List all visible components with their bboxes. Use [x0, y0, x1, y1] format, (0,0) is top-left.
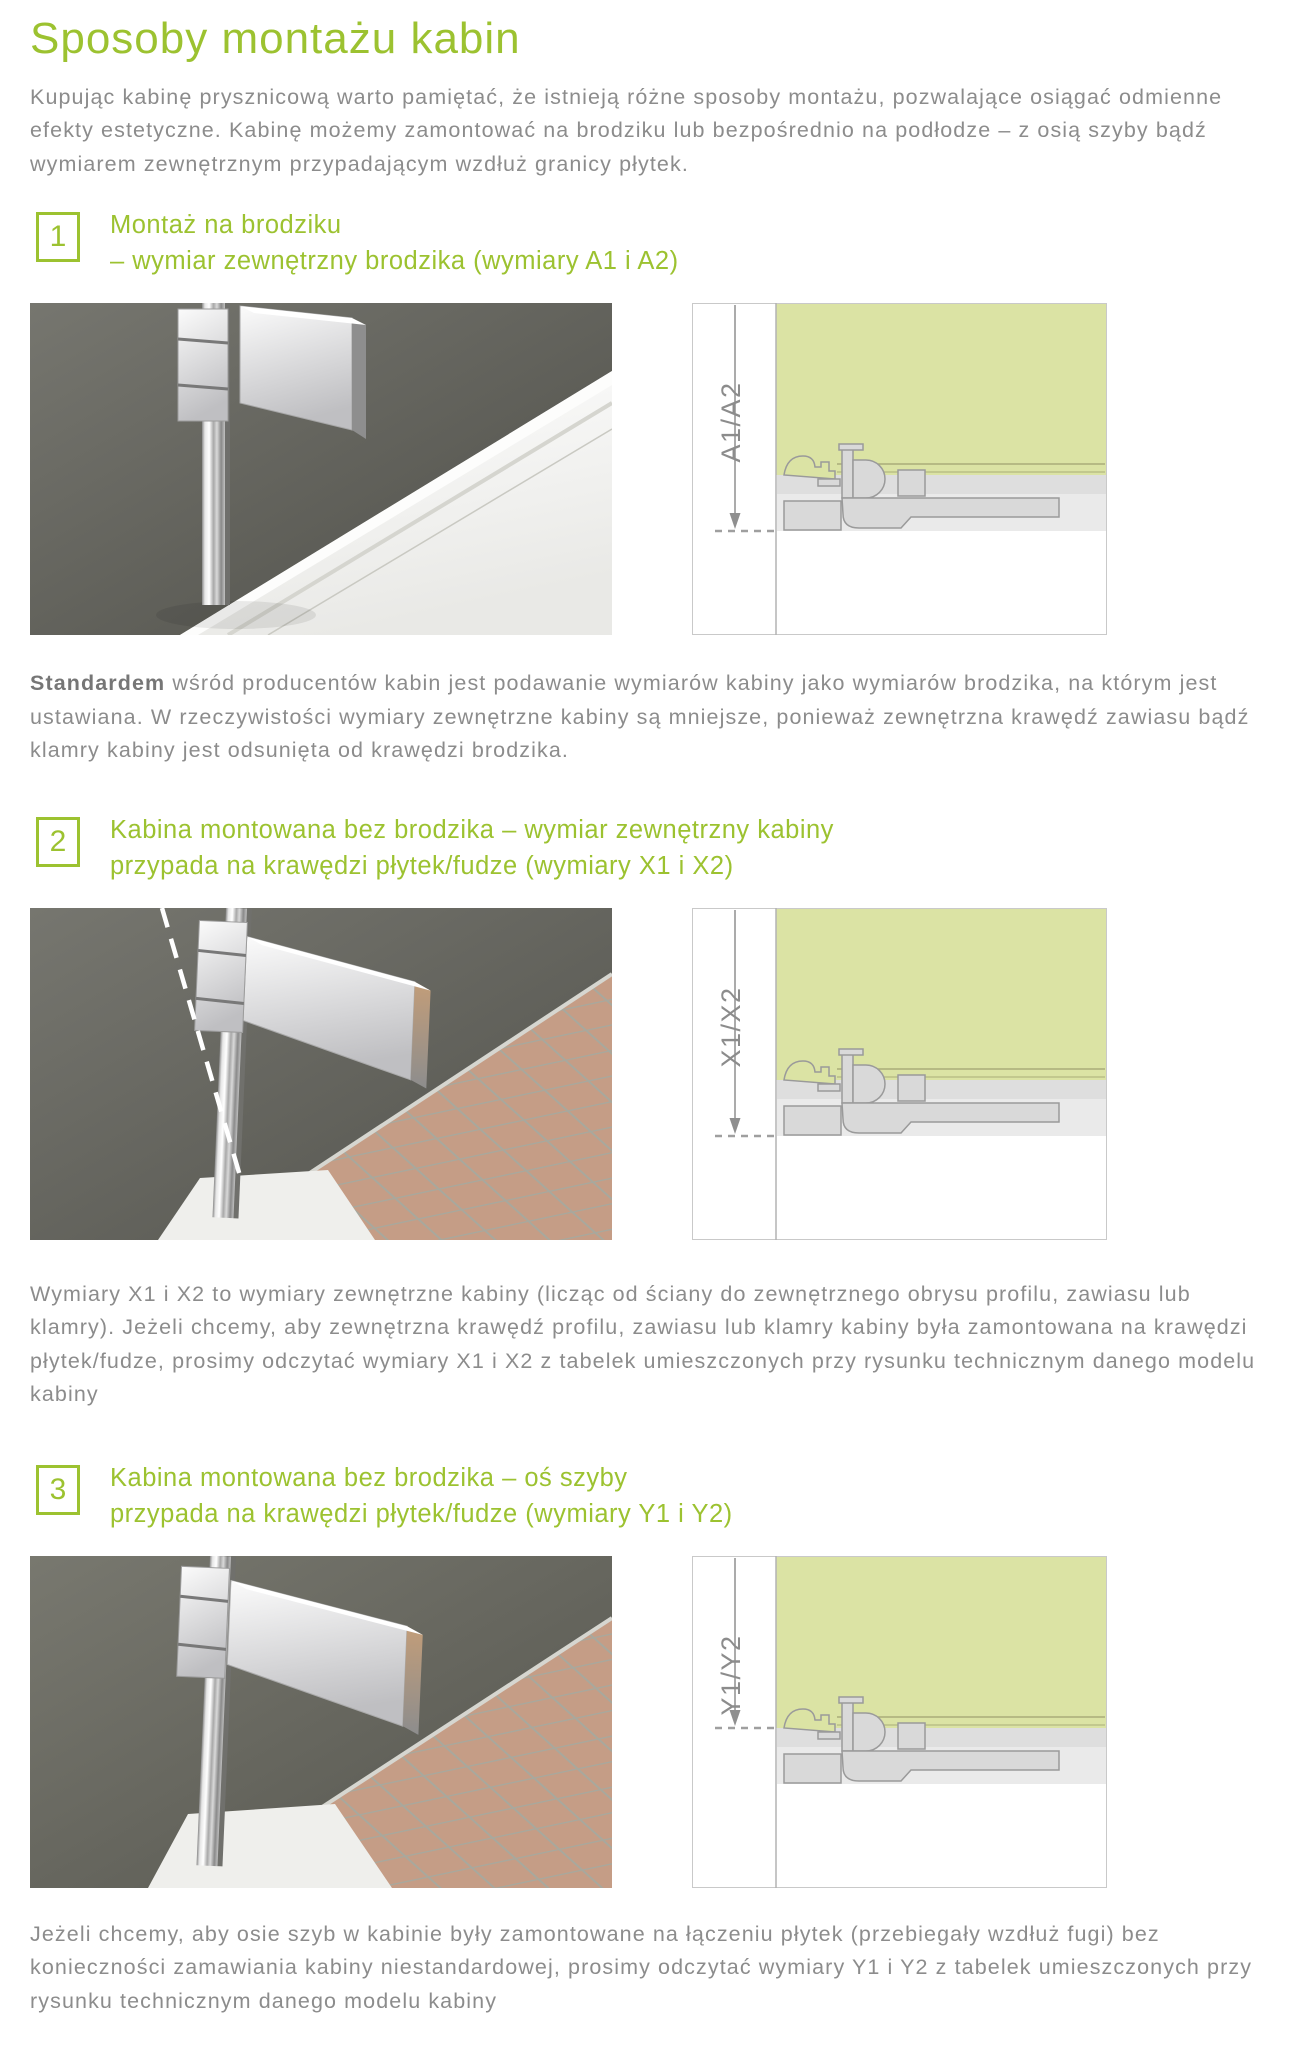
glass-area: [776, 304, 1106, 475]
section-1-figures: [30, 303, 1272, 635]
section-2-title: [110, 812, 834, 884]
intro-paragraph: Kupując kabinę prysznicową warto pamiętać, że istnieją różne sposoby montażu, pozwalające osiągać odmienne efekty estetyczne. Kabinę możemy zamontować na brodziku lub bezpośrednio na podłodze – z osią szyby bądź wymiarem zewnętrznym przypadającym wzdłuż granicy płytek.: [30, 84, 1223, 176]
section-1-title-line2: – wymiar zewnętrzny brodzika (wymiary A1 i A2): [110, 247, 679, 276]
section-3-header: [30, 1460, 1272, 1532]
section-3-title: [110, 1460, 733, 1532]
section-2-figures: [30, 908, 1272, 1240]
hinge-knuckle: [178, 309, 228, 421]
photo-hinge-on-tiles-dashed: [30, 908, 612, 1240]
section-3-figures: [30, 1556, 1272, 1888]
section-3-diagram: [692, 1556, 1107, 1888]
section-1-number-badge: 1: [36, 212, 80, 262]
cross-section-diagram-tray: [692, 303, 1107, 635]
section-2-note: Wymiary X1 i X2 to wymiary zewnętrzne kabiny (licząc od ściany do zewnętrznego obrysu profilu, zawiasu lub klamry). Jeżeli chcemy, aby zewnętrzna krawędź profilu, zawiasu lub klamry kabiny była zamontowana na krawędzi płytek/fudze, prosimy odczytać wymiary X1 i X2 z tabelek umieszczonych przy rysunku technicznym danego modelu kabiny: [30, 1281, 1256, 1407]
section-1-diagram: [692, 303, 1107, 635]
page-title: Sposoby montażu kabin: [30, 14, 521, 63]
section-2-title-line2: przypada na krawędzi płytek/fudze (wymiary X1 i X2): [110, 851, 734, 880]
cross-section-diagram-glass-axis: [692, 1556, 1107, 1888]
section-1-title-line1: Montaż na brodziku: [110, 211, 342, 240]
cross-section-diagram-tiles-outer: [692, 908, 1107, 1240]
glass-area: [776, 1557, 1106, 1728]
hinge-knuckle: [195, 920, 248, 1032]
section-3-title-line1: Kabina montowana bez brodzika – oś szyby: [110, 1463, 628, 1492]
section-1-title: [110, 207, 679, 279]
dimension-label: X1/X2: [716, 986, 746, 1068]
section-2-title-line1: Kabina montowana bez brodzika – wymiar zewnętrzny kabiny: [110, 815, 834, 844]
dimension-label: A1/A2: [716, 381, 746, 463]
section-3-title-line2: przypada na krawędzi płytek/fudze (wymiary Y1 i Y2): [110, 1499, 733, 1528]
glass-area: [776, 909, 1106, 1080]
section-3-number-badge: 3: [36, 1465, 80, 1515]
section-2-number-badge: 2: [36, 817, 80, 867]
note-lead: Standardem: [30, 671, 166, 696]
article-page: [0, 14, 1302, 2019]
section-3-note: Jeżeli chcemy, aby osie szyb w kabinie były zamontowane na łączeniu płytek (przebiegały wzdłuż fugi) bez konieczności zamawiania kabiny niestandardowej, prosimy odczytać wymiary Y1 i Y2 z tabelek umieszczonych przy rysunku technicznym danego modelu kabiny: [30, 1921, 1253, 2013]
section-2-header: [30, 812, 1272, 884]
section-1-note: Standardem wśród producentów kabin jest podawanie wymiarów kabiny jako wymiarów brodzika, na którym jest ustawiana. W rzeczywistości wymiary zewnętrzne kabiny są mniejsze, ponieważ zewnętrzna krawędź zawiasu bądź klamry kabiny jest odsunięta od krawędzi brodzika.: [30, 671, 1250, 763]
dimension-label: Y1/Y2: [716, 1634, 746, 1716]
hinge-knuckle: [177, 1566, 230, 1678]
photo-hinge-on-tiles: [30, 1556, 612, 1888]
section-1-header: [30, 207, 1272, 279]
section-2-diagram: [692, 908, 1107, 1240]
photo-hinge-on-tray: [30, 303, 612, 635]
